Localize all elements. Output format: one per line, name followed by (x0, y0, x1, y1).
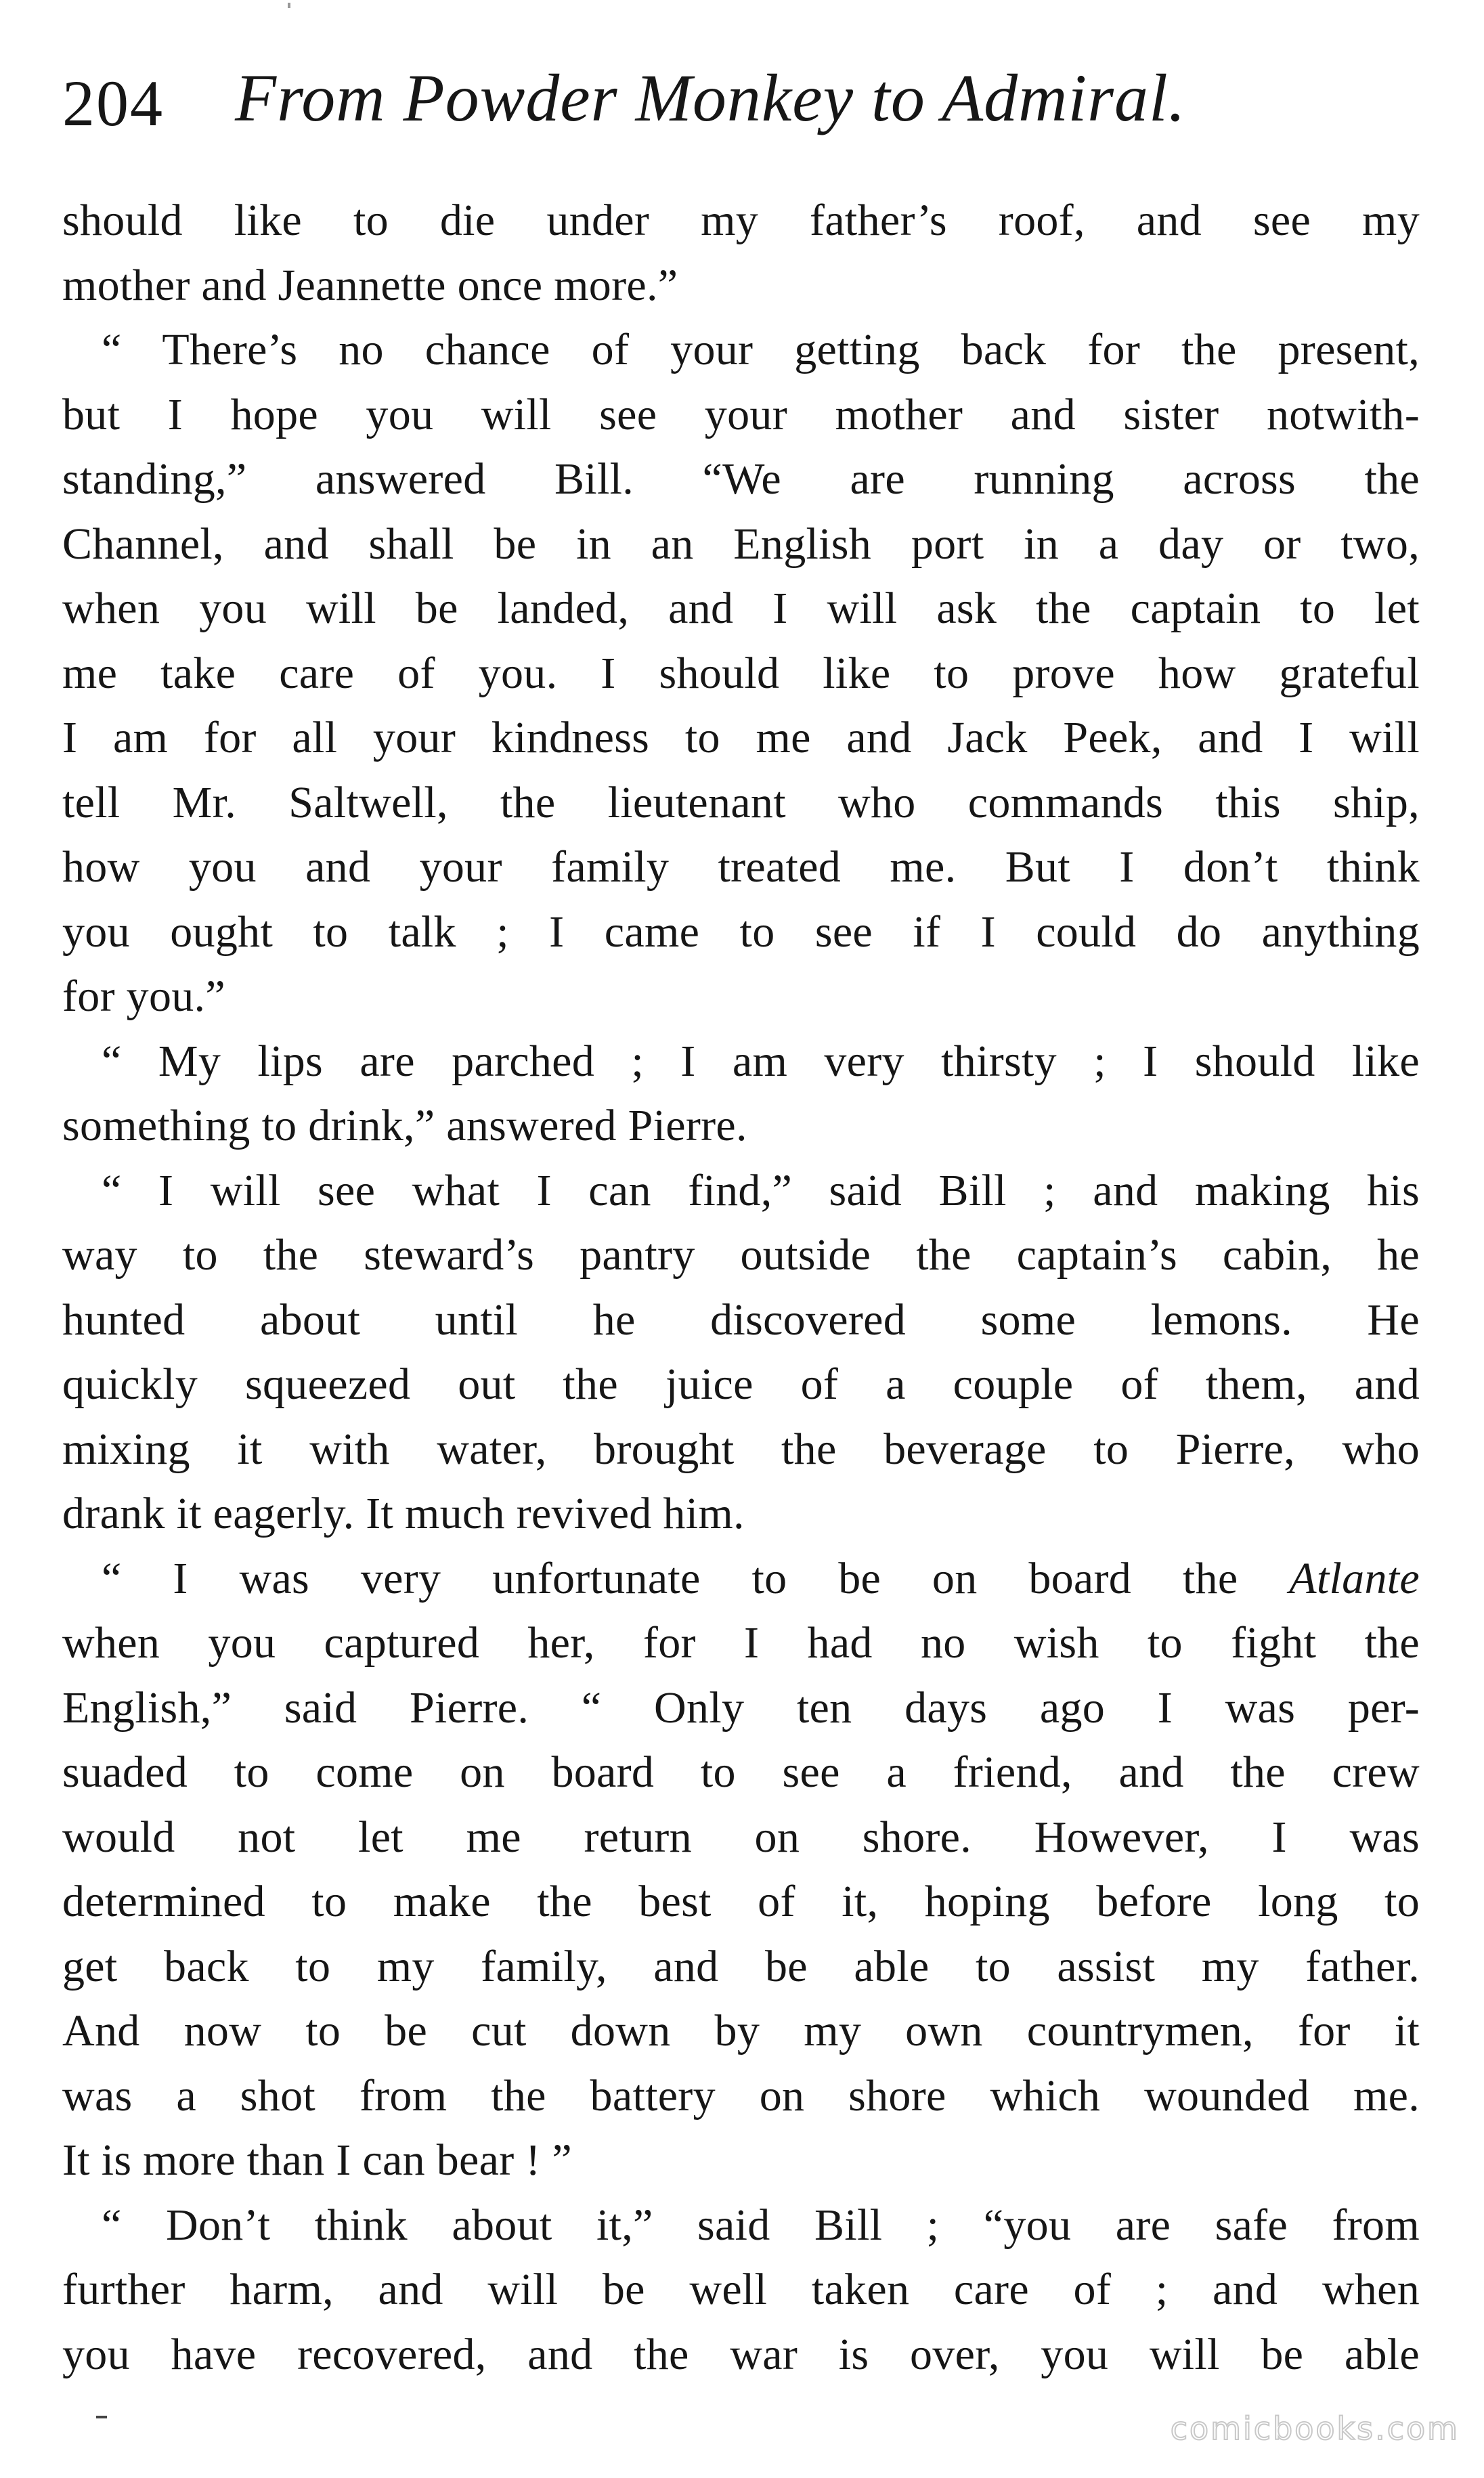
text-line: tell Mr. Saltwell, the lieutenant who commands this ship, (62, 777, 1420, 827)
text-line: suaded to come on board to see a friend, and the crew (62, 1747, 1420, 1797)
text-line: mother and Jeannette once more.” (62, 260, 678, 310)
scan-speck (288, 3, 290, 8)
text-line: “ There’s no chance of your getting back for the present, (102, 325, 1420, 374)
running-title: From Powder Monkey to Admiral. (235, 60, 1186, 135)
text-line: I am for all your kindness to me and Jack Peek, and I will (62, 713, 1420, 762)
text-line: how you and your family treated me. But I don’t think (62, 842, 1420, 892)
text-line: It is more than I can bear ! ” (62, 2135, 572, 2185)
scan-mark (96, 2416, 107, 2418)
text-line: “ Don’t think about it,” said Bill ; “you are safe from (102, 2200, 1420, 2250)
text-line: Channel, and shall be in an English port in a day or two, (62, 519, 1420, 569)
text-line: but I hope you will see your mother and sister notwith- (62, 389, 1420, 439)
text-line: hunted about until he discovered some lemons. He (62, 1295, 1420, 1345)
text-line: me take care of you. I should like to prove how grateful (62, 648, 1420, 698)
text-line: when you will be landed, and I will ask the captain to let (62, 584, 1420, 633)
text-line: get back to my family, and be able to assist my father. (62, 1941, 1420, 1991)
text-line: you ought to talk ; I came to see if I could do anything (62, 907, 1420, 957)
text-line: “ I was very unfortunate to be on board the Atlante (102, 1553, 1420, 1603)
page-number: 204 (62, 67, 164, 139)
text-line: further harm, and will be well taken care of ; and when (62, 2265, 1420, 2314)
text-line: quickly squeezed out the juice of a couple of them, and (62, 1360, 1420, 1409)
text-line: drank it eagerly. It much revived him. (62, 1489, 745, 1538)
text-line: “ My lips are parched ; I am very thirsty ; I should like (102, 1036, 1420, 1086)
text-line: something to drink,” answered Pierre. (62, 1101, 747, 1150)
body-text (62, 188, 1420, 2387)
text-line: way to the steward’s pantry outside the captain’s cabin, he (62, 1230, 1420, 1280)
text-line: determined to make the best of it, hoping before long to (62, 1877, 1420, 1926)
text-line: was a shot from the battery on shore which wounded me. (62, 2070, 1420, 2121)
text-line: “ I will see what I can find,” said Bill ; and making his (102, 1165, 1420, 1215)
text-line: should like to die under my father’s roof, and see my (62, 196, 1420, 245)
ship-name-italic: Atlante (1289, 1553, 1420, 1603)
text-line: you have recovered, and the war is over, you will be able (62, 2329, 1420, 2379)
page-header (62, 58, 1437, 146)
text-line: for you.” (62, 972, 225, 1021)
text-line: And now to be cut down by my own countrymen, for it (62, 2006, 1420, 2056)
text-line: when you captured her, for I had no wish to fight the (62, 1618, 1420, 1668)
text-line: mixing it with water, brought the beverage to Pierre, who (62, 1424, 1420, 1474)
text-line: standing,” answered Bill. “We are running across the (62, 454, 1420, 504)
text-line: would not let me return on shore. However, I was (62, 1812, 1420, 1862)
text-line: English,” said Pierre. “ Only ten days ago I was per- (62, 1682, 1420, 1733)
watermark: comicbooks.com (1170, 2410, 1460, 2447)
